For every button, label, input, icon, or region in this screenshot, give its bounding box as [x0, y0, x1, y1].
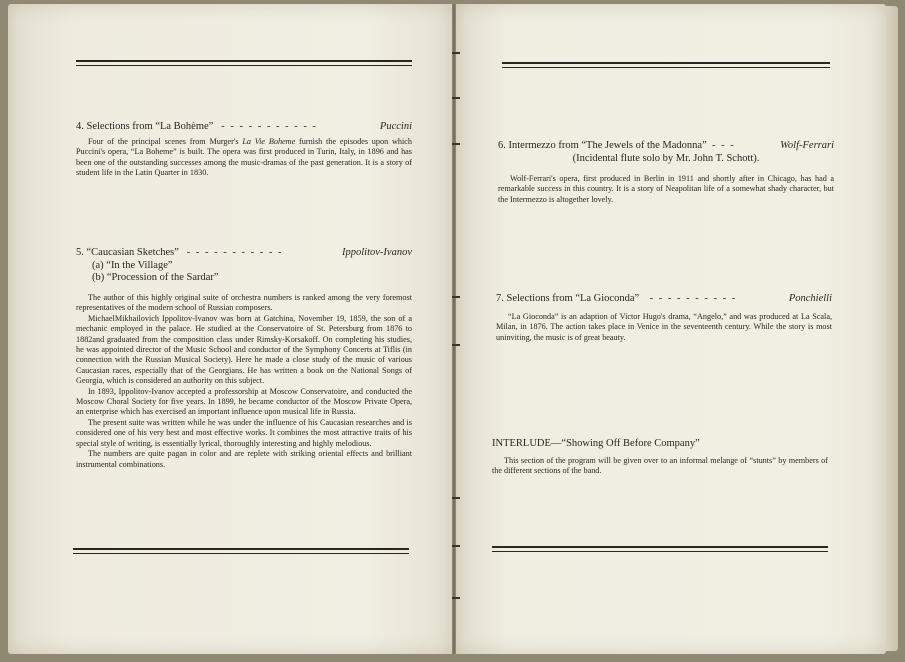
- item-6-description: [498, 174, 834, 205]
- item-4-dashes: - - - - - - - - - - -: [221, 121, 318, 132]
- item-5-title: “Caucasian Sketches”: [86, 247, 179, 258]
- interlude-description: [492, 456, 828, 477]
- item-5-number: 5.: [76, 247, 84, 258]
- page-edge: [886, 6, 898, 651]
- item-5-composer: Ippolitov-Ivanov: [342, 247, 412, 258]
- item-7-heading: [496, 292, 832, 306]
- item-5-description: [76, 293, 412, 470]
- binding-stitch: [452, 545, 460, 547]
- item-5-para-2: MichaelMikhailovich Ippolitov-Ivanov was born at Gatchina, November 19, 1859, the son of a mechanic employed in the palace. He studied at the Conservatoire of St. Petersburg from 1876 to 1882and graduated from the composition class under Rimsky-Korsakoff. On completing his studies, he was appointed director of the Music School and conductor of the Symphony Concerts at Tiflis (in connection with the Russian Musical Society). Here he made a close study of the music of various Caucasian races, especially that of the Georgians. He has written a book on the National Songs of Georgia, which is considered an authority on this subject.: [76, 313, 412, 386]
- item-4-number: 4.: [76, 121, 84, 132]
- item-6-desc: Wolf-Ferrari's opera, first produced in Berlin in 1911 and shortly after in Chicago, has had a remarkable success in this country. It is a story of Neapolitan life of a somewhat shady character, but the Intermezzo is altogether lovely.: [498, 174, 834, 204]
- item-5-para-1: The author of this highly original suite of orchestra numbers is ranked among the very foremost representatives of the modern school of Russian composers.: [76, 293, 412, 313]
- binding-stitch: [452, 296, 460, 298]
- item-6-number: 6.: [498, 140, 506, 151]
- item-5-sub-b: (b) “Procession of the Sardar”: [92, 272, 219, 283]
- top-rule-left: [76, 60, 412, 66]
- item-4-desc-part1: Four of the principal scenes from Murger's: [88, 137, 243, 146]
- item-6-title: Intermezzo from “The Jewels of the Madonna”: [508, 140, 707, 151]
- item-5-dashes: - - - - - - - - - - -: [186, 247, 284, 258]
- bottom-rule-right: [492, 546, 828, 552]
- binding-stitch: [452, 344, 460, 346]
- binding-stitch: [452, 97, 460, 99]
- item-7-number: 7.: [496, 293, 504, 304]
- item-7-title: Selections from “La Gioconda”: [506, 293, 640, 304]
- binding-stitch: [452, 52, 460, 54]
- item-5-para-3: In 1893, Ippolitov-Ivanov accepted a professorship at Moscow Conservatoire, and conducted the Moscow Choral Society for five years. In 1899, he became conductor of the Moscow Private Opera, an enterprise which has exercised an important influence upon musical life in Russia.: [76, 386, 412, 417]
- interlude-desc: This section of the program will be given over to an informal melange of “stunts” by members of the different sections of the band.: [492, 456, 828, 476]
- item-6-subtitle: (Incidental flute solo by Mr. John T. Schott).: [572, 153, 760, 164]
- item-7-desc: “La Gioconda” is an adaption of Victor Hugo's drama, “Angelo,” and was produced at La Scala, Milan, in 1876. The action takes place in Venice in the seventeenth century. While the story is most uninviting, the music is of great beauty.: [496, 312, 832, 342]
- item-7-description: [496, 312, 832, 343]
- item-4-description: [76, 137, 412, 179]
- item-7-dashes: - - - - - - - - - -: [649, 293, 737, 304]
- binding-stitch: [452, 497, 460, 499]
- item-5-sub-a: (a) “In the Village”: [92, 260, 173, 271]
- item-4-composer: Puccini: [379, 121, 412, 132]
- item-5-heading: [76, 246, 412, 260]
- item-5-para-4: The present suite was written while he was under the influence of his Caucasian researches and is considered one of his very best and most effective works. It combines the most attractive traits of his special style of writing, is essentially lyrical, thoroughly interesting and highly melodious.: [76, 417, 412, 448]
- binding-stitch: [452, 597, 460, 599]
- item-6-heading: [498, 139, 834, 153]
- bottom-rule-left: [73, 548, 409, 554]
- item-4-heading: [76, 120, 412, 134]
- item-6-dashes: - - -: [712, 140, 736, 151]
- interlude-title: INTERLUDE—“Showing Off Before Company”: [492, 438, 700, 449]
- binding-stitch: [452, 143, 460, 145]
- item-4-title: Selections from “La Bohème”: [86, 121, 214, 132]
- item-7-composer: Ponchielli: [788, 293, 832, 304]
- item-5-para-5: The numbers are quite pagan in color and are replete with striking oriental effects and brilliant instrumental combinations.: [76, 449, 412, 469]
- item-6-composer: Wolf-Ferrari: [780, 140, 834, 151]
- item-4-desc-italic: La Vie Boheme: [242, 137, 296, 146]
- top-rule-right: [502, 62, 830, 68]
- item-4-desc-part2: furnish the episodes upon which Puccini's opera, “La Boheme” is built. The opera was first produced in Turin, Italy, in 1896 and has been one of the outstanding successes among the music-dramas of the past generation. It is a story of student life in the Latin Quarter in 1830.: [76, 137, 412, 178]
- book-spine: [452, 4, 456, 654]
